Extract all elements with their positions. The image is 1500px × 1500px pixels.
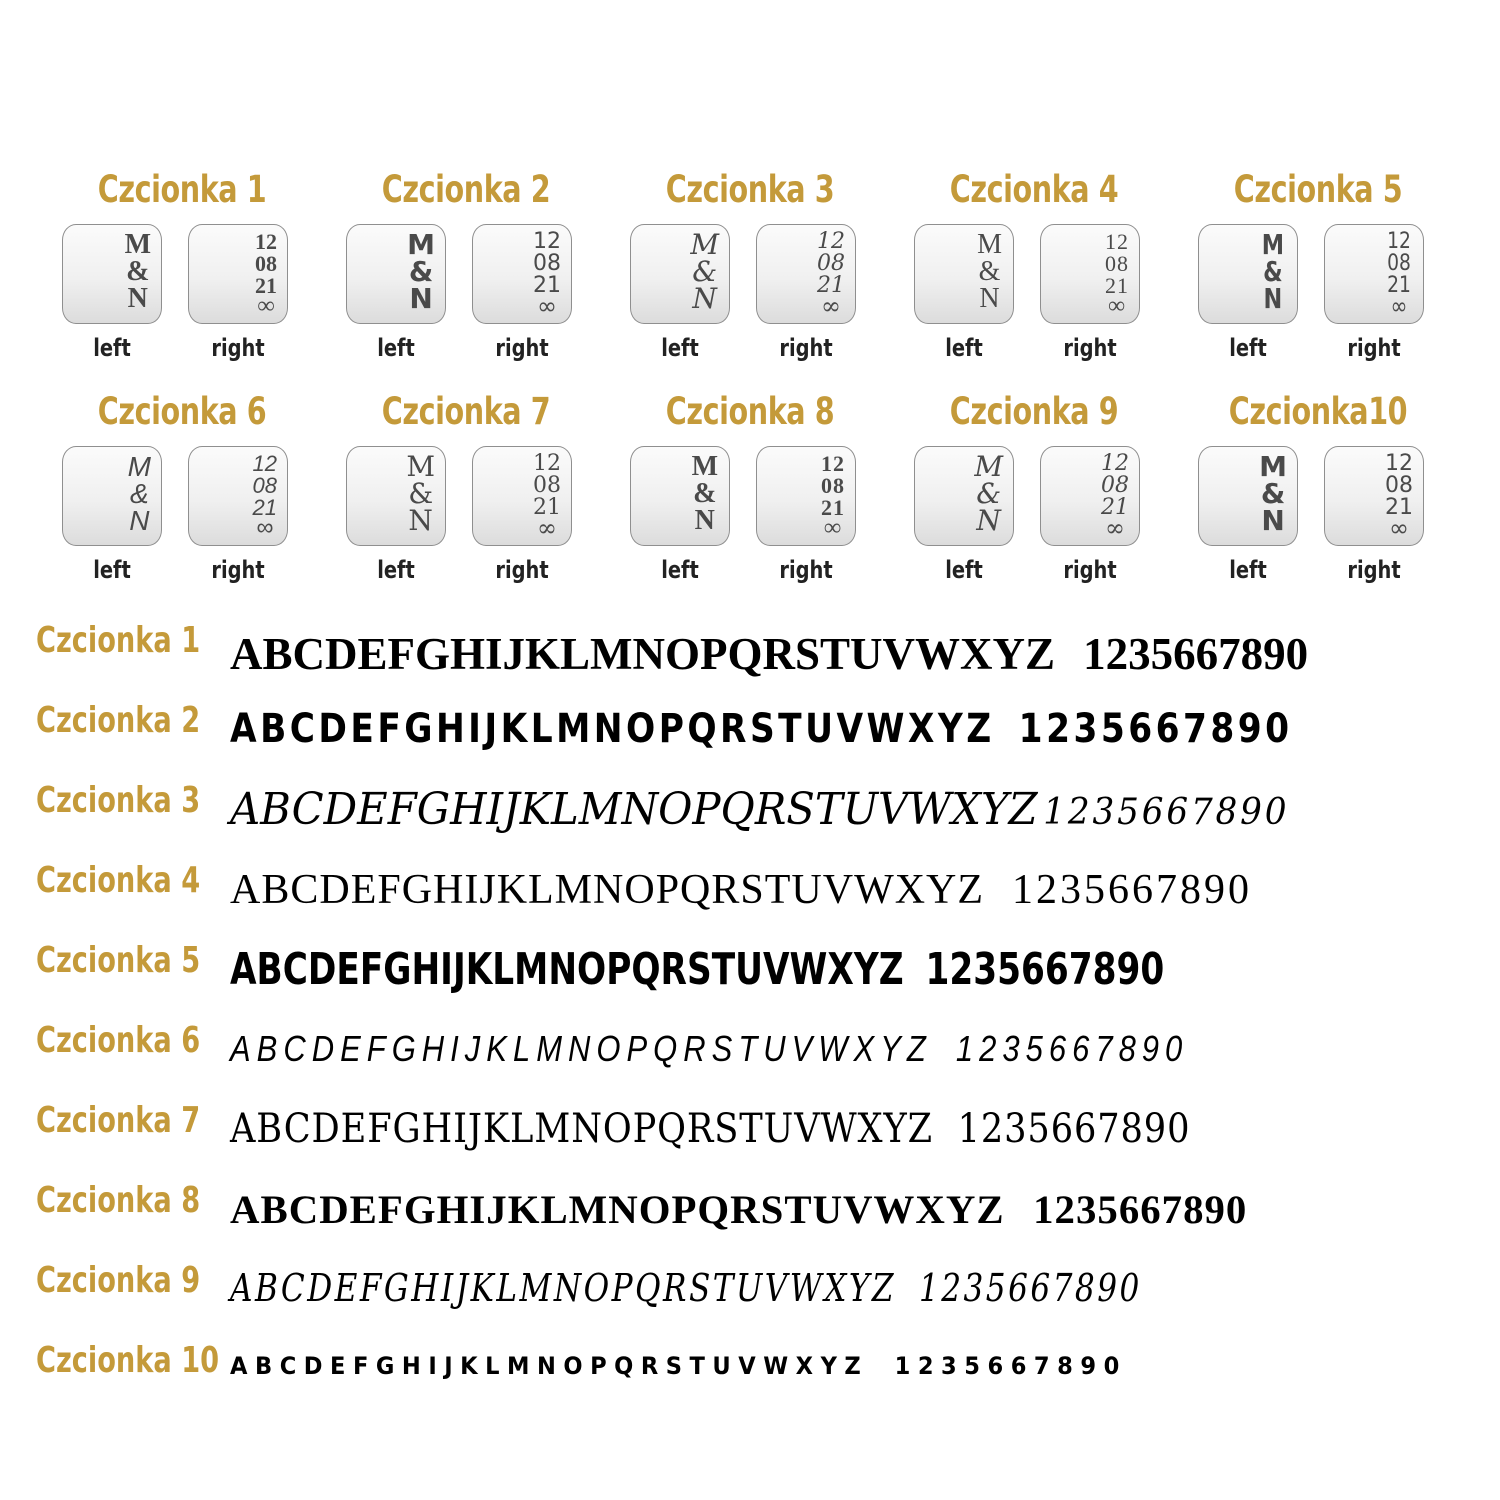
font-sample: [230, 1028, 1188, 1070]
initial-top: M: [1261, 228, 1285, 261]
font-sample: [230, 1352, 1127, 1380]
label-left: left: [1229, 334, 1267, 362]
label-left: left: [661, 334, 699, 362]
sample-row-4: [36, 860, 1476, 930]
font-preview-6: [40, 382, 324, 604]
alphabet: ABCDEFGHIJKLMNOPQRSTUVWXYZ: [230, 1266, 896, 1310]
font-title: Czcionka 9: [949, 390, 1119, 433]
date-year: 21: [1101, 495, 1129, 520]
ampersand: &: [978, 256, 1002, 287]
sample-row-6: [36, 1020, 1476, 1090]
ampersand: &: [408, 477, 434, 510]
digits: 1235667890: [955, 1028, 1189, 1069]
font-title: Czcionka 4: [949, 168, 1119, 211]
row-label: Czcionka 4: [36, 860, 201, 901]
label-left: left: [661, 556, 699, 584]
label-left: left: [1229, 556, 1267, 584]
date-year: 21: [255, 273, 277, 298]
date-day: 12: [252, 451, 277, 476]
infinity-icon: ∞: [256, 514, 274, 541]
font-preview-3: [608, 160, 892, 382]
sample-row-8: [36, 1180, 1476, 1250]
ampersand: &: [692, 255, 718, 288]
infinity-icon: ∞: [1105, 514, 1125, 542]
date-day: 12: [1105, 229, 1129, 254]
font-title: Czcionka10: [1228, 390, 1408, 433]
date-day: 12: [1385, 451, 1413, 476]
sample-row-5: [36, 940, 1476, 1010]
digits: 1235667890: [1033, 1187, 1248, 1232]
initial-bottom: N: [694, 505, 716, 536]
font-title: Czcionka 7: [381, 390, 551, 433]
row-label: Czcionka 10: [36, 1340, 220, 1381]
initial-top: M: [1259, 450, 1287, 483]
sample-row-9: [36, 1260, 1476, 1330]
date-month: 08: [533, 251, 561, 276]
font-sample: [230, 1106, 1190, 1152]
date-day: 12: [255, 229, 277, 254]
sample-row-10: [36, 1340, 1476, 1410]
initial-top: M: [974, 450, 1003, 483]
pendant-left: [62, 224, 162, 324]
pendant-right: [188, 446, 288, 546]
row-label: Czcionka 5: [36, 940, 201, 981]
pendant-left: [346, 224, 446, 324]
initial-top: M: [690, 228, 719, 261]
infinity-icon: ∞: [1390, 292, 1408, 320]
digits: 1235667890: [1083, 629, 1309, 679]
label-right: right: [211, 334, 265, 362]
date-month: 08: [817, 251, 845, 276]
ampersand: &: [1260, 477, 1286, 510]
label-right: right: [495, 556, 549, 584]
label-right: right: [1063, 556, 1117, 584]
initial-top: M: [124, 229, 151, 260]
date-month: 08: [533, 473, 561, 498]
pendant-left: [630, 224, 730, 324]
date-day: 12: [817, 229, 845, 254]
infinity-icon: ∞: [257, 293, 275, 319]
date-month: 08: [252, 473, 277, 498]
pendant-left: [1198, 446, 1298, 546]
row-label: Czcionka 6: [36, 1020, 201, 1061]
initial-bottom: N: [409, 282, 433, 315]
pendant-right: [472, 446, 572, 546]
row-label: Czcionka 1: [36, 620, 201, 661]
date-day: 12: [821, 451, 845, 476]
pendant-right: [1040, 224, 1140, 324]
sample-row-7: [36, 1100, 1476, 1170]
row-label: Czcionka 7: [36, 1100, 201, 1141]
font-sample: [230, 784, 1289, 835]
alphabet: ABCDEFGHIJKLMNOPQRSTUVWXYZ: [230, 1106, 933, 1152]
pendant-right: [756, 224, 856, 324]
date-day: 12: [533, 451, 561, 476]
label-left: left: [945, 334, 983, 362]
initial-bottom: N: [1261, 504, 1285, 537]
pendant-right: [756, 446, 856, 546]
label-right: right: [779, 556, 833, 584]
date-year: 21: [252, 495, 277, 520]
alphabet: ABCDEFGHIJKLMNOPQRSTUVWXYZ: [230, 1028, 932, 1069]
initial-top: M: [406, 450, 435, 483]
initial-bottom: N: [408, 504, 433, 537]
font-title: Czcionka 6: [97, 390, 267, 433]
font-sample: [230, 1266, 1142, 1310]
infinity-icon: ∞: [823, 515, 843, 541]
initial-top: M: [407, 228, 435, 261]
label-left: left: [93, 334, 131, 362]
sample-row-1: [36, 620, 1476, 690]
row-label: Czcionka 3: [36, 780, 201, 821]
initial-bottom: N: [129, 505, 150, 536]
date-year: 21: [1105, 273, 1129, 298]
date-year: 21: [817, 273, 845, 298]
label-right: right: [779, 334, 833, 362]
infinity-icon: ∞: [537, 292, 557, 320]
initial-top: M: [127, 451, 151, 482]
date-month: 08: [1101, 473, 1129, 498]
label-left: left: [945, 556, 983, 584]
font-title: Czcionka 2: [381, 168, 551, 211]
font-sample: [230, 628, 1308, 680]
initial-top: M: [977, 229, 1003, 260]
pendant-left: [346, 446, 446, 546]
initial-bottom: N: [976, 504, 1001, 537]
initial-top: M: [691, 451, 719, 482]
label-right: right: [211, 556, 265, 584]
pendant-left: [62, 446, 162, 546]
date-year: 21: [533, 273, 561, 298]
digits: 1235667890: [925, 944, 1165, 995]
font-preview-9: [892, 382, 1176, 604]
alphabet: ABCDEFGHIJKLMNOPQRSTUVWXYZ: [230, 1187, 1005, 1232]
initial-bottom: N: [127, 283, 148, 314]
font-sample: [230, 944, 1164, 995]
alphabet: ABCDEFGHIJKLMNOPQRSTUVWXYZ: [230, 944, 904, 995]
date-day: 12: [1387, 229, 1411, 254]
infinity-icon: ∞: [1389, 514, 1409, 542]
font-preview-10: [1176, 382, 1460, 604]
infinity-icon: ∞: [537, 514, 557, 542]
date-month: 08: [1387, 251, 1411, 276]
row-label: Czcionka 9: [36, 1260, 201, 1301]
font-preview-grid: [40, 160, 1460, 600]
date-year: 21: [533, 495, 561, 520]
ampersand: &: [1263, 255, 1283, 288]
font-preview-1: [40, 160, 324, 382]
sample-row-3: [36, 780, 1476, 850]
font-preview-5: [1176, 160, 1460, 382]
digits: 1235667890: [1012, 867, 1253, 913]
date-month: 08: [1105, 251, 1129, 276]
font-preview-2: [324, 160, 608, 382]
ampersand: &: [693, 478, 718, 509]
digits: 1235667890: [1043, 792, 1290, 833]
pendant-right: [1324, 446, 1424, 546]
font-title: Czcionka 5: [1233, 168, 1403, 211]
pendant-right: [1324, 224, 1424, 324]
label-left: left: [377, 556, 415, 584]
label-right: right: [1347, 556, 1401, 584]
label-right: right: [1063, 334, 1117, 362]
alphabet: ABCDEFGHIJKLMNOPQRSTUVWXYZ: [230, 867, 985, 913]
digits: 1235667890: [1018, 706, 1293, 752]
alphabet: ABCDEFGHIJKLMNOPQRSTUVWXYZ: [230, 706, 995, 752]
pendant-left: [1198, 224, 1298, 324]
ampersand: &: [976, 477, 1002, 510]
font-sample: [230, 1186, 1247, 1233]
pendant-left: [630, 446, 730, 546]
pendant-right: [1040, 446, 1140, 546]
sample-row-2: [36, 700, 1476, 770]
row-label: Czcionka 8: [36, 1180, 201, 1221]
font-sample: [230, 706, 1292, 752]
pendant-right: [188, 224, 288, 324]
font-preview-8: [608, 382, 892, 604]
date-day: 12: [1101, 451, 1129, 476]
initial-bottom: N: [1263, 282, 1283, 315]
alphabet: ABCDEFGHIJKLMNOPQRSTUVWXYZ: [230, 629, 1056, 679]
date-month: 08: [821, 473, 845, 498]
date-year: 21: [821, 495, 845, 520]
font-preview-7: [324, 382, 608, 604]
date-day: 12: [533, 229, 561, 254]
label-left: left: [93, 556, 131, 584]
date-month: 08: [1385, 473, 1413, 498]
font-sample: [230, 866, 1252, 914]
infinity-icon: ∞: [1107, 293, 1127, 319]
ampersand: &: [129, 478, 149, 509]
row-label: Czcionka 2: [36, 700, 201, 741]
font-title: Czcionka 8: [665, 390, 835, 433]
font-preview-4: [892, 160, 1176, 382]
pendant-left: [914, 446, 1014, 546]
ampersand: &: [126, 256, 150, 287]
digits: 1235667890: [918, 1266, 1142, 1310]
date-year: 21: [1387, 273, 1411, 298]
label-left: left: [377, 334, 415, 362]
pendant-left: [914, 224, 1014, 324]
date-year: 21: [1385, 495, 1413, 520]
font-title: Czcionka 1: [97, 168, 267, 211]
date-month: 08: [255, 251, 277, 276]
label-right: right: [495, 334, 549, 362]
digits: 1235667890: [957, 1106, 1191, 1152]
font-title: Czcionka 3: [665, 168, 835, 211]
alphabet: ABCDEFGHIJKLMNOPQRSTUVWXYZ: [230, 784, 1038, 835]
pendant-right: [472, 224, 572, 324]
alphabet: ABCDEFGHIJKLMNOPQRSTUVWXYZ: [230, 1352, 869, 1380]
initial-bottom: N: [692, 282, 717, 315]
ampersand: &: [408, 255, 434, 288]
digits: 1235667890: [894, 1352, 1127, 1380]
initial-bottom: N: [979, 283, 1001, 314]
infinity-icon: ∞: [821, 292, 841, 320]
label-right: right: [1347, 334, 1401, 362]
